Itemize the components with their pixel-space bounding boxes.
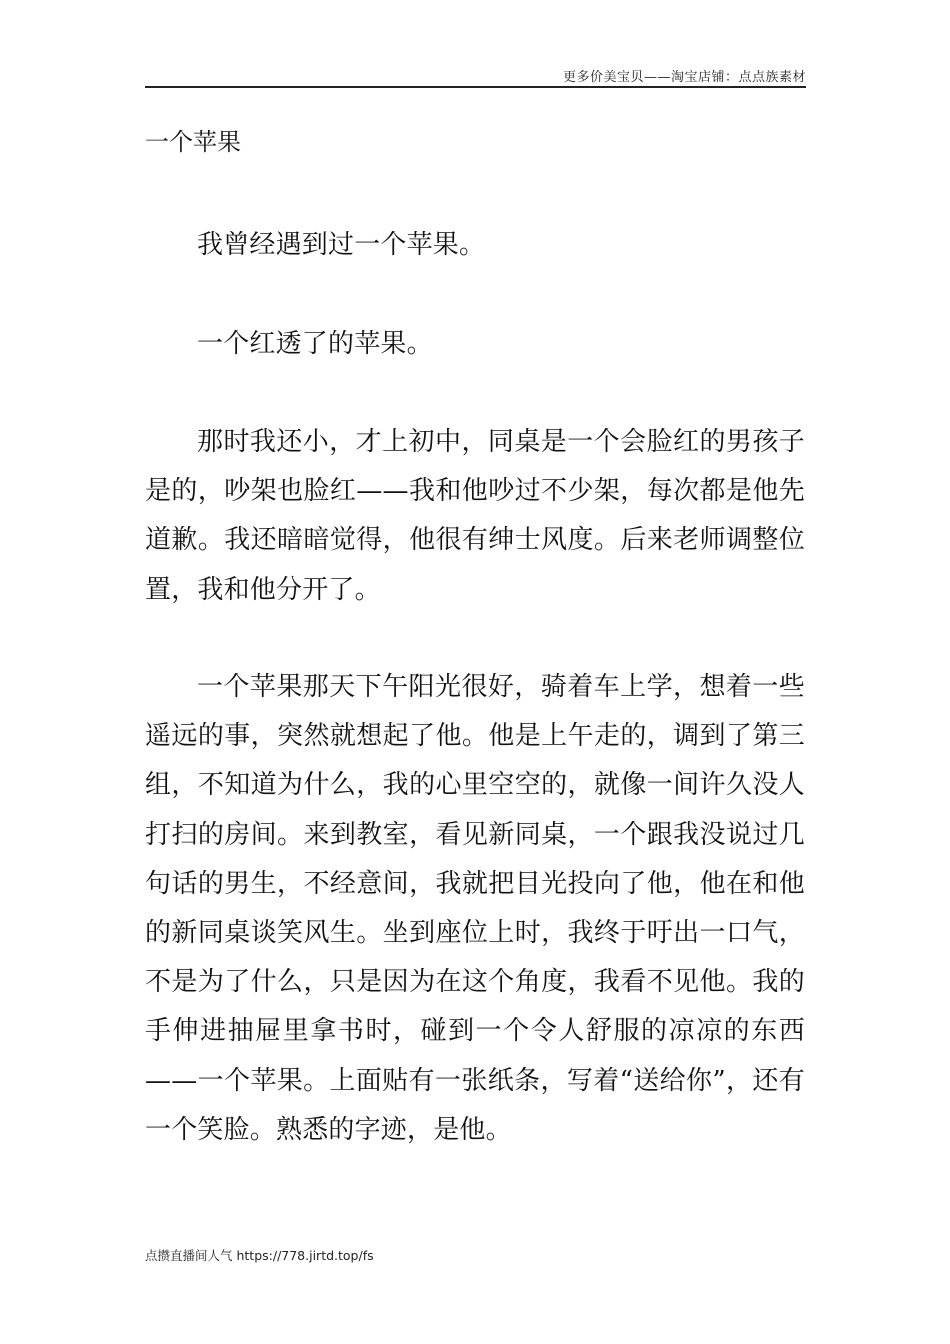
paragraph: 那时我还小，才上初中，同桌是一个会脸红的男孩子是的，吵架也脸红——我和他吵过不少架，每次都是他先道歉。我还暗暗觉得，他很有绅士风度。后来老师调整位置，我和他分开了。 bbox=[145, 427, 805, 605]
paragraph: 我曾经遇到过一个苹果。 bbox=[197, 230, 486, 260]
paragraph: 一个苹果那天下午阳光很好，骑着车上学，想着一些遥远的事，突然就想起了他。他是上午走的，调到了第三组，不知道为什么，我的心里空空的，就像一间许久没人打扫的房间。来到教室，看见新同桌，一个跟我没说过几句话的男生，不经意间，我就把目光投向了他，他在和他的新同桌谈笑风生。坐到座位上时，我终于吁出一口气，不是为了什么，只是因为在这个角度，我看不见他。我的手伸进抽屉里拿书时，碰到一个令人舒服的凉凉的东西——一个苹果。上面贴有一张纸条，写着“送给你”，还有一个笑脸。熟悉的字迹，是他。 bbox=[145, 672, 805, 1145]
document-title: 一个苹果 bbox=[145, 128, 241, 156]
header-text: 更多价美宝贝——淘宝店铺：点点族素材 bbox=[562, 70, 806, 85]
page-header bbox=[145, 62, 806, 88]
paragraph: 一个红透了的苹果。 bbox=[197, 329, 433, 359]
footer-link[interactable]: 点攒直播间人气 https://778.jirtd.top/fs bbox=[145, 1248, 374, 1263]
